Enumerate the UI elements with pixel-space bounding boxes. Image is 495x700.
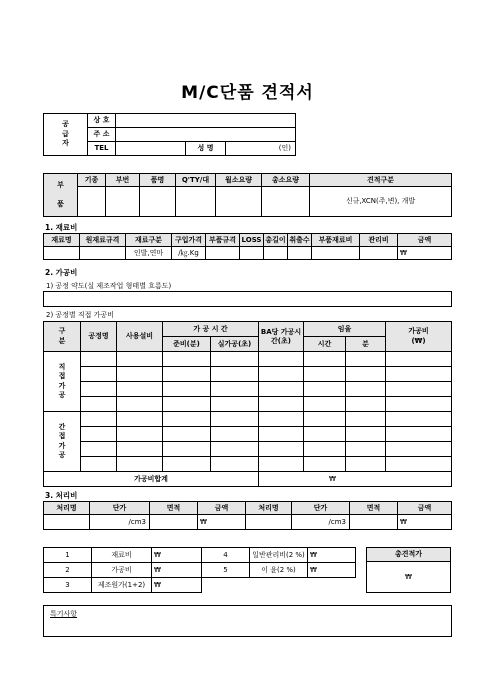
header-total-length: 총길이 — [264, 234, 288, 247]
header-hour: 시간 — [304, 337, 346, 352]
table-cell[interactable] — [211, 442, 259, 457]
table-cell[interactable] — [211, 397, 259, 412]
table-cell[interactable] — [117, 382, 163, 397]
company-name-label: 상 호 — [88, 114, 116, 128]
table-cell[interactable] — [346, 412, 386, 427]
table-cell[interactable] — [304, 367, 346, 382]
direct-cost-label: 2) 공정별 직접 가공비 — [46, 311, 114, 319]
table-cell[interactable] — [211, 457, 259, 472]
table-cell[interactable] — [117, 442, 163, 457]
parts-table — [43, 173, 452, 217]
header-qty-per-unit: Q'TY/대 — [176, 174, 216, 187]
header-purchase-price: 구입가격 — [172, 234, 206, 247]
header-division: 구 분 — [44, 322, 81, 352]
summary-table — [43, 547, 356, 593]
header-actual-seconds: 실가공(초) — [211, 337, 259, 352]
table-cell[interactable] — [81, 442, 117, 457]
table-cell[interactable] — [163, 367, 211, 382]
seal-mark: (인) — [278, 144, 291, 152]
parts-side-label: 부 품 — [44, 174, 78, 217]
header-raw-spec: 원재료규격 — [80, 234, 126, 247]
table-cell[interactable] — [304, 442, 346, 457]
area-field-2[interactable] — [350, 515, 398, 530]
processing-total-label: 가공비합계 — [44, 472, 259, 487]
summary-label: 이 윤(2 %) — [250, 563, 308, 578]
table-cell[interactable] — [259, 412, 304, 427]
qty-field[interactable] — [176, 187, 216, 217]
address-label: 주 소 — [88, 128, 116, 142]
header-total-demand: 총소요량 — [262, 174, 310, 187]
header-loss: LOSS — [240, 234, 264, 247]
area-field[interactable] — [150, 515, 198, 530]
material-table — [43, 233, 452, 260]
remarks-box[interactable] — [43, 605, 452, 637]
total-demand-field[interactable] — [262, 187, 310, 217]
table-cell[interactable] — [81, 412, 117, 427]
table-cell[interactable] — [81, 457, 117, 472]
table-cell[interactable] — [386, 382, 452, 397]
table-cell[interactable] — [304, 457, 346, 472]
overhead-field[interactable] — [360, 247, 398, 260]
table-cell[interactable] — [346, 427, 386, 442]
header-amount: 금액 — [198, 502, 246, 515]
table-cell[interactable] — [386, 442, 452, 457]
processing-table — [43, 321, 452, 487]
summary-label: 재료비 — [92, 548, 152, 563]
table-cell[interactable] — [211, 367, 259, 382]
table-cell[interactable] — [346, 442, 386, 457]
summary-value[interactable]: ₩ — [308, 563, 356, 578]
table-cell[interactable] — [81, 352, 117, 367]
header-estimate-type: 견적구분 — [310, 174, 452, 187]
header-overhead: 관리비 — [360, 234, 398, 247]
table-cell[interactable] — [81, 367, 117, 382]
table-cell[interactable] — [81, 427, 117, 442]
table-cell[interactable] — [304, 397, 346, 412]
summary-no: 1 — [44, 548, 92, 563]
table-cell[interactable] — [259, 352, 304, 367]
header-wage-rate: 임율 — [304, 322, 386, 337]
header-item-name: 품명 — [140, 174, 176, 187]
summary-value[interactable]: ₩ — [308, 548, 356, 563]
header-amount: 금액 — [398, 234, 452, 247]
part-spec-field[interactable] — [206, 247, 240, 260]
processing-section-title: 2. 가공비 — [45, 268, 78, 277]
table-cell[interactable] — [386, 352, 452, 367]
table-cell[interactable] — [386, 412, 452, 427]
amount-field[interactable]: ₩ — [198, 515, 246, 530]
treatment-section-title: 3. 처리비 — [45, 491, 78, 500]
total-estimate-title: 총견적가 — [367, 548, 451, 562]
amount-field-2[interactable]: ₩ — [398, 515, 452, 530]
raw-spec-field[interactable] — [80, 247, 126, 260]
header-part-spec: 부품규격 — [206, 234, 240, 247]
table-cell[interactable] — [163, 457, 211, 472]
header-area-2: 면적 — [350, 502, 398, 515]
summary-label: 가공비 — [92, 563, 152, 578]
table-cell[interactable] — [117, 367, 163, 382]
model-field[interactable] — [78, 187, 106, 217]
header-monthly-demand: 월소요량 — [216, 174, 262, 187]
table-cell[interactable] — [304, 352, 346, 367]
item-name-field[interactable] — [140, 187, 176, 217]
table-cell[interactable] — [117, 397, 163, 412]
table-cell[interactable] — [163, 442, 211, 457]
table-cell[interactable] — [346, 382, 386, 397]
header-processing-cost: 가공비 (₩) — [386, 322, 452, 352]
direct-processing-side-label: 직 접 가 공 — [44, 352, 81, 412]
treatment-name-field-2[interactable] — [246, 515, 292, 530]
table-cell[interactable] — [163, 352, 211, 367]
table-cell[interactable] — [117, 457, 163, 472]
table-cell[interactable] — [211, 382, 259, 397]
yield-count-field[interactable] — [288, 247, 312, 260]
header-treatment-name: 처리명 — [44, 502, 90, 515]
summary-label: 제조원가(1+2) — [92, 578, 152, 593]
signature-field[interactable] — [226, 142, 296, 156]
company-name-field[interactable] — [116, 114, 296, 128]
treatment-name-field[interactable] — [44, 515, 90, 530]
header-minute: 분 — [346, 337, 386, 352]
table-cell[interactable] — [259, 367, 304, 382]
table-cell[interactable] — [346, 397, 386, 412]
monthly-demand-field[interactable] — [216, 187, 262, 217]
table-cell[interactable] — [259, 382, 304, 397]
header-equipment: 사용설비 — [117, 322, 163, 352]
table-cell[interactable] — [304, 427, 346, 442]
header-amount-2: 금액 — [398, 502, 452, 515]
table-cell[interactable] — [386, 367, 452, 382]
header-yield-count: 취출수 — [288, 234, 312, 247]
supplier-table — [43, 113, 296, 156]
table-cell[interactable] — [346, 352, 386, 367]
indirect-processing-side-label: 간 접 가 공 — [44, 412, 81, 472]
purchase-price-field[interactable]: /㎏.Kg — [172, 247, 206, 260]
header-part-number: 부번 — [106, 174, 140, 187]
summary-value[interactable]: ₩ — [152, 548, 202, 563]
signature-name-label: 성 명 — [186, 142, 226, 156]
header-process-name: 공정명 — [81, 322, 117, 352]
material-name-field[interactable] — [44, 247, 80, 260]
treatment-table — [43, 501, 452, 530]
table-cell[interactable] — [211, 352, 259, 367]
summary-value[interactable]: ₩ — [152, 578, 202, 593]
tel-field[interactable] — [116, 142, 186, 156]
table-cell[interactable] — [346, 367, 386, 382]
process-flow-label: 1) 공정 약도(실 제조작업 형태별 흐름도) — [46, 282, 172, 290]
table-cell[interactable] — [211, 412, 259, 427]
amount-field[interactable]: ₩ — [398, 247, 452, 260]
table-cell[interactable] — [259, 427, 304, 442]
summary-no: 2 — [44, 563, 92, 578]
summary-no: 3 — [44, 578, 92, 593]
summary-label: 일반관리비(2 %) — [250, 548, 308, 563]
table-cell[interactable] — [346, 457, 386, 472]
table-cell[interactable] — [386, 427, 452, 442]
table-cell[interactable] — [81, 382, 117, 397]
address-field[interactable] — [116, 128, 296, 142]
summary-no: 5 — [202, 563, 250, 578]
summary-no: 4 — [202, 548, 250, 563]
table-cell[interactable] — [81, 397, 117, 412]
table-cell[interactable] — [117, 427, 163, 442]
estimate-type-field[interactable]: 신규,XCN(주,변), 개발 — [310, 187, 452, 217]
empty-cell — [202, 578, 250, 593]
total-estimate-field[interactable]: ₩ — [367, 562, 451, 593]
header-processing-time: 가 공 시 간 — [163, 322, 259, 337]
table-cell[interactable] — [117, 412, 163, 427]
header-material-type: 재료구분 — [126, 234, 172, 247]
header-prep-minutes: 준비(분) — [163, 337, 211, 352]
part-material-cost-field[interactable] — [312, 247, 360, 260]
total-estimate-table — [366, 547, 451, 593]
unit-price-field[interactable]: /cm3 — [90, 515, 150, 530]
table-cell[interactable] — [211, 427, 259, 442]
table-cell[interactable] — [386, 457, 452, 472]
page-title: M/C단품 견적서 — [181, 83, 314, 103]
header-unit-price-2: 단가 — [292, 502, 350, 515]
table-cell[interactable] — [386, 397, 452, 412]
table-cell[interactable] — [304, 382, 346, 397]
table-cell[interactable] — [259, 397, 304, 412]
remarks-label: 특기사항 — [50, 610, 78, 618]
summary-value[interactable]: ₩ — [152, 563, 202, 578]
table-cell[interactable] — [117, 352, 163, 367]
processing-total-field[interactable]: ₩ — [259, 472, 452, 487]
header-area: 면적 — [150, 502, 198, 515]
table-cell[interactable] — [163, 382, 211, 397]
unit-price-field-2[interactable]: /cm3 — [292, 515, 350, 530]
header-ba-time: BA당 가공시간(초) — [259, 322, 304, 352]
empty-cell — [250, 578, 308, 593]
table-cell[interactable] — [163, 412, 211, 427]
header-model: 기종 — [78, 174, 106, 187]
loss-field[interactable] — [240, 247, 264, 260]
table-cell[interactable] — [259, 457, 304, 472]
total-length-field[interactable] — [264, 247, 288, 260]
table-cell[interactable] — [163, 397, 211, 412]
material-type-field[interactable]: 인발,연마 — [126, 247, 172, 260]
table-cell[interactable] — [259, 442, 304, 457]
part-number-field[interactable] — [106, 187, 140, 217]
header-unit-price: 단가 — [90, 502, 150, 515]
header-part-material-cost: 부품재료비 — [312, 234, 360, 247]
header-treatment-name-2: 처리명 — [246, 502, 292, 515]
material-section-title: 1. 재료비 — [45, 223, 78, 232]
header-material-name: 재료명 — [44, 234, 80, 247]
tel-label: TEL — [88, 142, 116, 156]
table-cell[interactable] — [304, 412, 346, 427]
empty-cell — [308, 578, 356, 593]
process-flow-box[interactable] — [43, 291, 452, 307]
table-cell[interactable] — [163, 427, 211, 442]
supplier-side-label: 공 급 자 — [44, 114, 88, 156]
